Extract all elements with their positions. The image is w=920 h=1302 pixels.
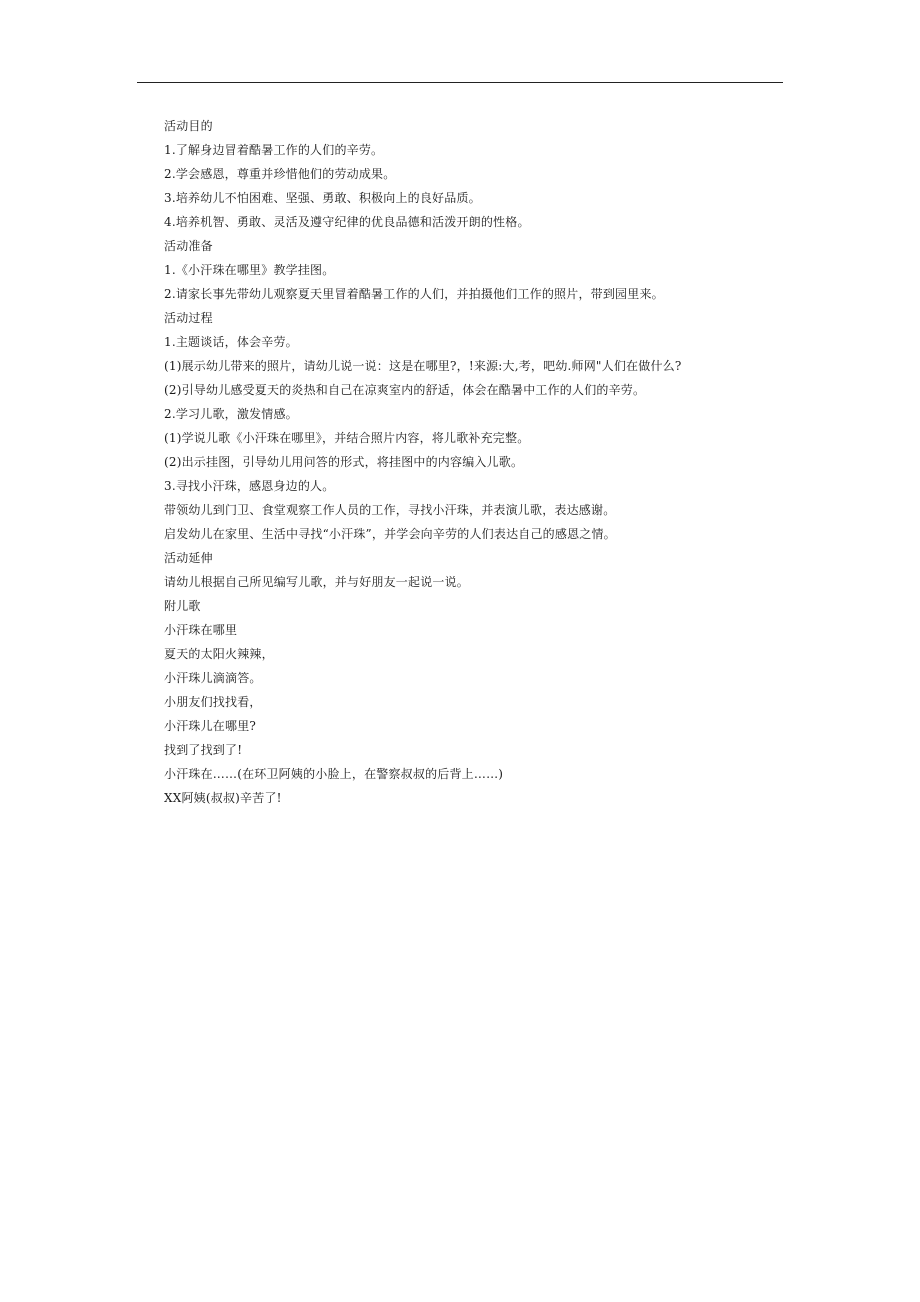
section-heading-preparation: 活动准备 [164, 239, 213, 253]
process-step-3: 3.寻找小汗珠，感恩身边的人。 [164, 479, 335, 493]
song-title: 小汗珠在哪里 [164, 623, 238, 637]
section-heading-extension: 活动延伸 [164, 551, 213, 565]
song-line-4: 小汗珠儿在哪里? [164, 719, 257, 733]
header-divider [137, 82, 783, 83]
song-line-7: XX阿姨(叔叔)辛苦了! [164, 791, 282, 805]
process-step-2-sub-1: (1)学说儿歌《小汗珠在哪里》，并结合照片内容，将儿歌补充完整。 [164, 431, 530, 445]
goal-item-4: 4.培养机智、勇敢、灵活及遵守纪律的优良品德和活泼开朗的性格。 [164, 215, 530, 229]
process-step-1: 1.主题谈话，体会辛劳。 [164, 335, 298, 349]
process-step-3-text-2: 启发幼儿在家里、生活中寻找“小汗珠”，并学会向辛劳的人们表达自己的感恩之情。 [164, 527, 616, 541]
song-line-3: 小朋友们找找看， [164, 695, 262, 709]
process-step-2: 2.学习儿歌，激发情感。 [164, 407, 298, 421]
song-line-5: 找到了找到了! [164, 743, 243, 757]
song-line-1: 夏天的太阳火辣辣， [164, 647, 274, 661]
song-line-6: 小汗珠在……(在环卫阿姨的小脸上，在警察叔叔的后背上……) [164, 767, 504, 781]
section-heading-goals: 活动目的 [164, 119, 213, 133]
process-step-3-text-1: 带领幼儿到门卫、食堂观察工作人员的工作，寻找小汗珠，并表演儿歌，表达感谢。 [164, 503, 616, 517]
goal-item-1: 1.了解身边冒着酷暑工作的人们的辛劳。 [164, 143, 384, 157]
goal-item-3: 3.培养幼儿不怕困难、坚强、勇敢、积极向上的良好品质。 [164, 191, 481, 205]
document-body [164, 114, 784, 810]
preparation-item-1: 1.《小汗珠在哪里》教学挂图。 [164, 263, 335, 277]
process-step-1-sub-1: (1)展示幼儿带来的照片，请幼儿说一说：这是在哪里?，!来源:大,考，吧幼.师网"人们在做什么? [164, 359, 682, 373]
process-step-2-sub-2: (2)出示挂图，引导幼儿用问答的形式，将挂图中的内容编入儿歌。 [164, 455, 524, 469]
extension-text: 请幼儿根据自己所见编写儿歌，并与好朋友一起说一说。 [164, 575, 470, 589]
goal-item-2: 2.学会感恩，尊重并珍惜他们的劳动成果。 [164, 167, 396, 181]
process-step-1-sub-2: (2)引导幼儿感受夏天的炎热和自己在凉爽室内的舒适，体会在酷暑中工作的人们的辛劳。 [164, 383, 646, 397]
section-heading-process: 活动过程 [164, 311, 213, 325]
section-heading-song: 附儿歌 [164, 599, 201, 613]
preparation-item-2: 2.请家长事先带幼儿观察夏天里冒着酷暑工作的人们，并拍摄他们工作的照片，带到园里来。 [164, 287, 664, 301]
song-line-2: 小汗珠儿滴滴答。 [164, 671, 262, 685]
